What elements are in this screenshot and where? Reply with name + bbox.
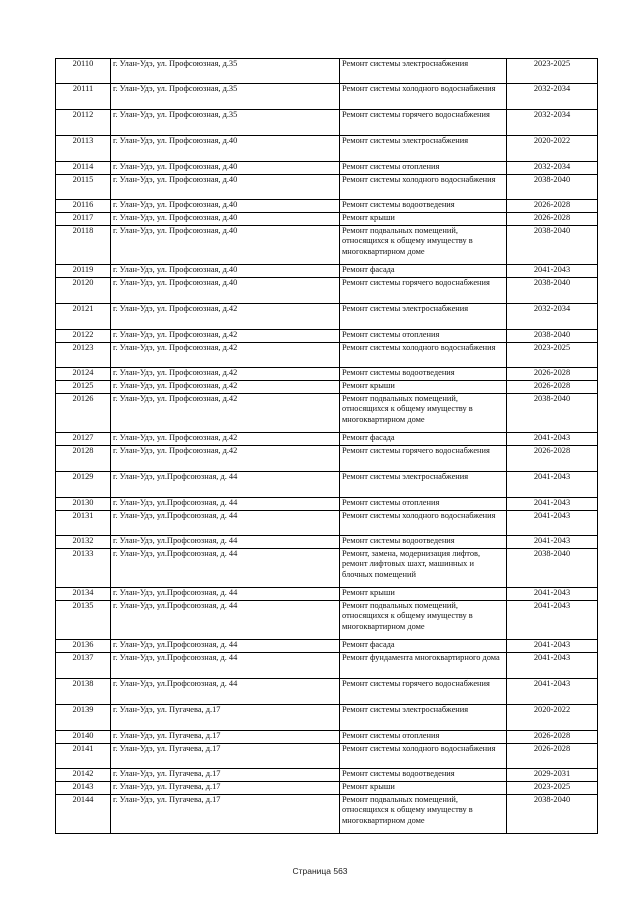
period-cell: 2020-2022 xyxy=(507,136,598,162)
work-type-cell: Ремонт системы холодного водоснабжения xyxy=(340,175,507,200)
row-number-cell: 20111 xyxy=(56,84,111,110)
address-cell: г. Улан-Удэ, ул.Профсоюзная, д. 44 xyxy=(111,536,340,549)
row-number-cell: 20112 xyxy=(56,110,111,136)
address-cell: г. Улан-Удэ, ул.Профсоюзная, д. 44 xyxy=(111,549,340,588)
row-number-cell: 20124 xyxy=(56,368,111,381)
period-cell: 2041-2043 xyxy=(507,653,598,679)
address-cell: г. Улан-Удэ, ул. Профсоюзная, д.42 xyxy=(111,433,340,446)
row-number-cell: 20130 xyxy=(56,498,111,511)
work-type-cell: Ремонт крыши xyxy=(340,381,507,394)
work-type-cell: Ремонт системы холодного водоснабжения xyxy=(340,343,507,368)
work-type-cell: Ремонт системы горячего водоснабжения xyxy=(340,110,507,136)
work-type-cell: Ремонт системы отопления xyxy=(340,330,507,343)
work-type-cell: Ремонт системы холодного водоснабжения xyxy=(340,511,507,536)
row-number-cell: 20129 xyxy=(56,472,111,498)
period-cell: 2026-2028 xyxy=(507,744,598,769)
period-cell: 2041-2043 xyxy=(507,640,598,653)
period-cell: 2032-2034 xyxy=(507,84,598,110)
row-number-cell: 20119 xyxy=(56,265,111,278)
row-number-cell: 20120 xyxy=(56,278,111,304)
address-cell: г. Улан-Удэ, ул.Профсоюзная, д. 44 xyxy=(111,601,340,640)
address-cell: г. Улан-Удэ, ул. Профсоюзная, д.40 xyxy=(111,213,340,226)
row-number-cell: 20123 xyxy=(56,343,111,368)
table-row xyxy=(56,653,598,679)
table-row xyxy=(56,368,598,381)
table-row xyxy=(56,110,598,136)
table-row xyxy=(56,226,598,265)
address-cell: г. Улан-Удэ, ул. Профсоюзная, д.35 xyxy=(111,110,340,136)
row-number-cell: 20133 xyxy=(56,549,111,588)
period-cell: 2041-2043 xyxy=(507,679,598,705)
work-type-cell: Ремонт системы электроснабжения xyxy=(340,136,507,162)
row-number-cell: 20110 xyxy=(56,59,111,84)
work-type-cell: Ремонт крыши xyxy=(340,588,507,601)
table-row xyxy=(56,59,598,84)
period-cell: 2038-2040 xyxy=(507,394,598,433)
row-number-cell: 20118 xyxy=(56,226,111,265)
address-cell: г. Улан-Удэ, ул. Профсоюзная, д.35 xyxy=(111,84,340,110)
period-cell: 2026-2028 xyxy=(507,200,598,213)
work-type-cell: Ремонт системы водоотведения xyxy=(340,536,507,549)
period-cell: 2041-2043 xyxy=(507,511,598,536)
work-type-cell: Ремонт подвальных помещений, относящихся к общему имуществу в многоквартирном доме xyxy=(340,601,507,640)
row-number-cell: 20117 xyxy=(56,213,111,226)
repair-schedule-table xyxy=(55,58,598,834)
period-cell: 2038-2040 xyxy=(507,795,598,834)
work-type-cell: Ремонт системы водоотведения xyxy=(340,769,507,782)
table-row xyxy=(56,744,598,769)
work-type-cell: Ремонт системы холодного водоснабжения xyxy=(340,744,507,769)
period-cell: 2023-2025 xyxy=(507,782,598,795)
table-row xyxy=(56,782,598,795)
address-cell: г. Улан-Удэ, ул. Профсоюзная, д.40 xyxy=(111,162,340,175)
address-cell: г. Улан-Удэ, ул. Пугачева, д.17 xyxy=(111,744,340,769)
table-row xyxy=(56,200,598,213)
table-row xyxy=(56,394,598,433)
work-type-cell: Ремонт, замена, модернизация лифтов, ремонт лифтовых шахт, машинных и блочных помещений xyxy=(340,549,507,588)
period-cell: 2041-2043 xyxy=(507,265,598,278)
period-cell: 2023-2025 xyxy=(507,59,598,84)
row-number-cell: 20138 xyxy=(56,679,111,705)
address-cell: г. Улан-Удэ, ул. Пугачева, д.17 xyxy=(111,705,340,731)
address-cell: г. Улан-Удэ, ул. Профсоюзная, д.42 xyxy=(111,330,340,343)
work-type-cell: Ремонт подвальных помещений, относящихся к общему имуществу в многоквартирном доме xyxy=(340,795,507,834)
address-cell: г. Улан-Удэ, ул. Профсоюзная, д.40 xyxy=(111,265,340,278)
table-row xyxy=(56,446,598,472)
table-row xyxy=(56,795,598,834)
row-number-cell: 20136 xyxy=(56,640,111,653)
address-cell: г. Улан-Удэ, ул.Профсоюзная, д. 44 xyxy=(111,640,340,653)
table-row xyxy=(56,536,598,549)
address-cell: г. Улан-Удэ, ул.Профсоюзная, д. 44 xyxy=(111,679,340,705)
address-cell: г. Улан-Удэ, ул. Профсоюзная, д.40 xyxy=(111,200,340,213)
table-row xyxy=(56,265,598,278)
work-type-cell: Ремонт системы водоотведения xyxy=(340,368,507,381)
period-cell: 2026-2028 xyxy=(507,446,598,472)
work-type-cell: Ремонт подвальных помещений, относящихся к общему имуществу в многоквартирном доме xyxy=(340,226,507,265)
period-cell: 2038-2040 xyxy=(507,226,598,265)
table-row xyxy=(56,213,598,226)
table-row xyxy=(56,498,598,511)
table-row xyxy=(56,549,598,588)
period-cell: 2020-2022 xyxy=(507,705,598,731)
work-type-cell: Ремонт системы горячего водоснабжения xyxy=(340,278,507,304)
work-type-cell: Ремонт фасада xyxy=(340,433,507,446)
period-cell: 2023-2025 xyxy=(507,343,598,368)
row-number-cell: 20126 xyxy=(56,394,111,433)
period-cell: 2041-2043 xyxy=(507,536,598,549)
address-cell: г. Улан-Удэ, ул. Профсоюзная, д.40 xyxy=(111,136,340,162)
work-type-cell: Ремонт системы отопления xyxy=(340,498,507,511)
row-number-cell: 20144 xyxy=(56,795,111,834)
address-cell: г. Улан-Удэ, ул.Профсоюзная, д. 44 xyxy=(111,653,340,679)
row-number-cell: 20141 xyxy=(56,744,111,769)
row-number-cell: 20125 xyxy=(56,381,111,394)
address-cell: г. Улан-Удэ, ул. Пугачева, д.17 xyxy=(111,782,340,795)
work-type-cell: Ремонт системы электроснабжения xyxy=(340,59,507,84)
address-cell: г. Улан-Удэ, ул. Профсоюзная, д.40 xyxy=(111,278,340,304)
work-type-cell: Ремонт системы горячего водоснабжения xyxy=(340,446,507,472)
table-row xyxy=(56,769,598,782)
row-number-cell: 20139 xyxy=(56,705,111,731)
work-type-cell: Ремонт подвальных помещений, относящихся к общему имуществу в многоквартирном доме xyxy=(340,394,507,433)
table-row xyxy=(56,731,598,744)
table-row xyxy=(56,705,598,731)
work-type-cell: Ремонт системы электроснабжения xyxy=(340,472,507,498)
work-type-cell: Ремонт фасада xyxy=(340,265,507,278)
address-cell: г. Улан-Удэ, ул. Профсоюзная, д.40 xyxy=(111,175,340,200)
row-number-cell: 20122 xyxy=(56,330,111,343)
address-cell: г. Улан-Удэ, ул. Профсоюзная, д.42 xyxy=(111,304,340,330)
period-cell: 2041-2043 xyxy=(507,601,598,640)
work-type-cell: Ремонт системы водоотведения xyxy=(340,200,507,213)
period-cell: 2038-2040 xyxy=(507,330,598,343)
address-cell: г. Улан-Удэ, ул. Профсоюзная, д.42 xyxy=(111,446,340,472)
period-cell: 2032-2034 xyxy=(507,304,598,330)
row-number-cell: 20132 xyxy=(56,536,111,549)
period-cell: 2032-2034 xyxy=(507,110,598,136)
row-number-cell: 20116 xyxy=(56,200,111,213)
period-cell: 2038-2040 xyxy=(507,175,598,200)
table-row xyxy=(56,162,598,175)
table-body xyxy=(56,59,598,834)
address-cell: г. Улан-Удэ, ул.Профсоюзная, д. 44 xyxy=(111,498,340,511)
table-row xyxy=(56,640,598,653)
row-number-cell: 20143 xyxy=(56,782,111,795)
address-cell: г. Улан-Удэ, ул. Профсоюзная, д.40 xyxy=(111,226,340,265)
row-number-cell: 20134 xyxy=(56,588,111,601)
address-cell: г. Улан-Удэ, ул. Профсоюзная, д.42 xyxy=(111,368,340,381)
work-type-cell: Ремонт фасада xyxy=(340,640,507,653)
address-cell: г. Улан-Удэ, ул.Профсоюзная, д. 44 xyxy=(111,511,340,536)
table-row xyxy=(56,278,598,304)
work-type-cell: Ремонт фундамента многоквартирного дома xyxy=(340,653,507,679)
row-number-cell: 20142 xyxy=(56,769,111,782)
address-cell: г. Улан-Удэ, ул.Профсоюзная, д. 44 xyxy=(111,472,340,498)
table-row xyxy=(56,381,598,394)
period-cell: 2041-2043 xyxy=(507,433,598,446)
table-row xyxy=(56,679,598,705)
period-cell: 2041-2043 xyxy=(507,498,598,511)
work-type-cell: Ремонт системы горячего водоснабжения xyxy=(340,679,507,705)
page-footer: Страница 563 xyxy=(292,866,348,876)
work-type-cell: Ремонт крыши xyxy=(340,213,507,226)
address-cell: г. Улан-Удэ, ул.Профсоюзная, д. 44 xyxy=(111,588,340,601)
period-cell: 2038-2040 xyxy=(507,278,598,304)
row-number-cell: 20137 xyxy=(56,653,111,679)
address-cell: г. Улан-Удэ, ул. Пугачева, д.17 xyxy=(111,769,340,782)
row-number-cell: 20114 xyxy=(56,162,111,175)
row-number-cell: 20115 xyxy=(56,175,111,200)
period-cell: 2026-2028 xyxy=(507,368,598,381)
table-row xyxy=(56,304,598,330)
row-number-cell: 20113 xyxy=(56,136,111,162)
period-cell: 2032-2034 xyxy=(507,162,598,175)
period-cell: 2041-2043 xyxy=(507,472,598,498)
address-cell: г. Улан-Удэ, ул. Профсоюзная, д.35 xyxy=(111,59,340,84)
table-row xyxy=(56,330,598,343)
address-cell: г. Улан-Удэ, ул. Пугачева, д.17 xyxy=(111,731,340,744)
table-row xyxy=(56,511,598,536)
table-row xyxy=(56,343,598,368)
work-type-cell: Ремонт системы электроснабжения xyxy=(340,304,507,330)
table-row xyxy=(56,175,598,200)
table-row xyxy=(56,136,598,162)
table-row xyxy=(56,601,598,640)
period-cell: 2038-2040 xyxy=(507,549,598,588)
period-cell: 2026-2028 xyxy=(507,213,598,226)
row-number-cell: 20127 xyxy=(56,433,111,446)
table-row xyxy=(56,433,598,446)
address-cell: г. Улан-Удэ, ул. Профсоюзная, д.42 xyxy=(111,381,340,394)
work-type-cell: Ремонт системы холодного водоснабжения xyxy=(340,84,507,110)
row-number-cell: 20131 xyxy=(56,511,111,536)
row-number-cell: 20128 xyxy=(56,446,111,472)
period-cell: 2026-2028 xyxy=(507,381,598,394)
work-type-cell: Ремонт системы отопления xyxy=(340,162,507,175)
table-row xyxy=(56,472,598,498)
period-cell: 2041-2043 xyxy=(507,588,598,601)
row-number-cell: 20140 xyxy=(56,731,111,744)
row-number-cell: 20121 xyxy=(56,304,111,330)
period-cell: 2029-2031 xyxy=(507,769,598,782)
table-row xyxy=(56,588,598,601)
work-type-cell: Ремонт системы отопления xyxy=(340,731,507,744)
row-number-cell: 20135 xyxy=(56,601,111,640)
address-cell: г. Улан-Удэ, ул. Профсоюзная, д.42 xyxy=(111,343,340,368)
period-cell: 2026-2028 xyxy=(507,731,598,744)
work-type-cell: Ремонт крыши xyxy=(340,782,507,795)
address-cell: г. Улан-Удэ, ул. Профсоюзная, д.42 xyxy=(111,394,340,433)
table-row xyxy=(56,84,598,110)
address-cell: г. Улан-Удэ, ул. Пугачева, д.17 xyxy=(111,795,340,834)
work-type-cell: Ремонт системы электроснабжения xyxy=(340,705,507,731)
